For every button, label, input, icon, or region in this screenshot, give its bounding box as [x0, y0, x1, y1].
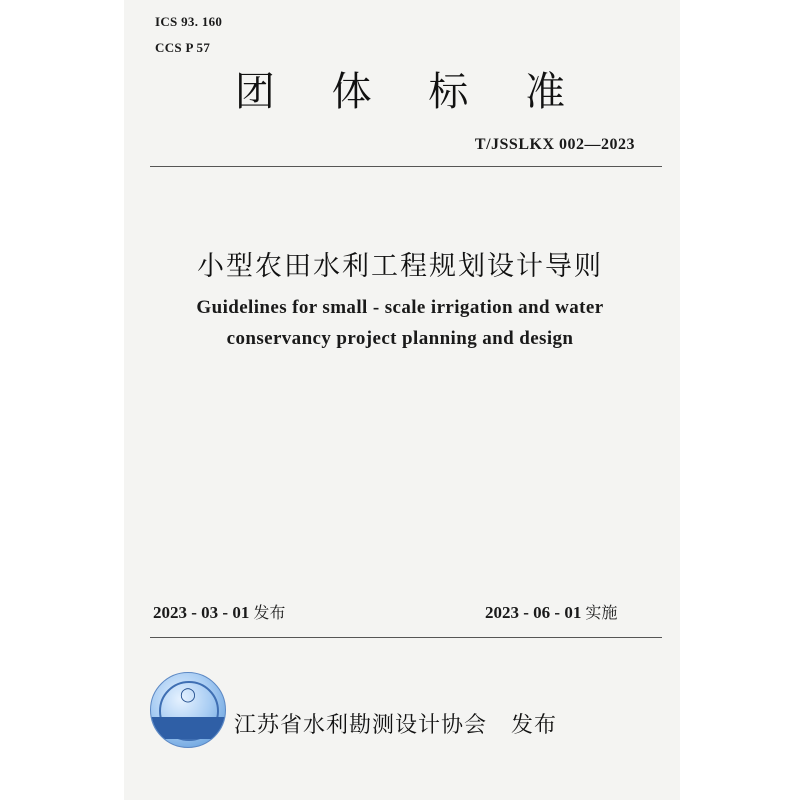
seal-emblem-icon: ◯ — [180, 687, 196, 703]
bottom-divider — [150, 637, 662, 638]
issue-date — [153, 600, 285, 623]
english-title-line-2: conservancy project planning and design — [226, 328, 574, 349]
ics-code: ICS 93. 160 — [155, 14, 223, 29]
standard-type-title: 团 体 标 准 — [234, 69, 588, 115]
publisher-label: 发布 — [511, 713, 558, 738]
standard-number: T/JSSLKX 002—2023 — [474, 136, 635, 153]
publisher-name: 江苏省水利勘测设计协会 — [234, 713, 488, 738]
ccs-code: CCS P 57 — [155, 40, 211, 55]
issue-date-value: 2023 - 03 - 01 — [153, 603, 250, 622]
implementation-label: 实施 — [585, 603, 618, 622]
top-divider — [150, 166, 662, 167]
implementation-date — [485, 600, 617, 623]
publisher — [234, 708, 557, 739]
seal-band — [151, 717, 225, 739]
chinese-title: 小型农田水利工程规划设计导则 — [197, 251, 603, 282]
issue-label: 发布 — [253, 603, 286, 622]
english-title-line-1: Guidelines for small - scale irrigation and water — [196, 297, 604, 318]
anti-counterfeit-seal-icon — [150, 672, 226, 748]
implementation-date-value: 2023 - 06 - 01 — [485, 603, 582, 622]
english-title — [0, 292, 800, 354]
